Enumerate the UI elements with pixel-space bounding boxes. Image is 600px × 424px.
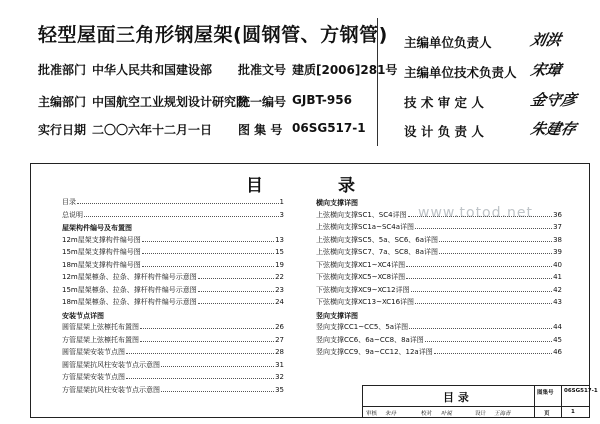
- toc-entry-label: 15m屋架支撑构件编号图: [62, 248, 141, 256]
- signature-chief-editor: 刘洪: [528, 31, 563, 49]
- document-title: 轻型屋面三角形钢屋架(圆钢管、方钢管): [38, 24, 388, 46]
- toc-entry-label: 18m屋架支撑构件编号图: [62, 260, 141, 269]
- title-block-top-row: [363, 386, 589, 407]
- toc-entry-label: 下弦横向支撑XC13~XC16详图: [316, 298, 415, 306]
- toc-entry-label: 竖向支撑CC6、6a~CC8、8a详图: [316, 335, 424, 344]
- toc-entry[interactable]: [316, 248, 562, 256]
- toc-entry[interactable]: [316, 236, 562, 244]
- title-block-atlas-label: 图集号: [537, 390, 554, 396]
- toc-entry-label: 下弦横向支撑XC1~XC4详图: [316, 260, 406, 269]
- toc-entry-page: 1: [279, 198, 284, 206]
- toc-entry-label: 圆管屋架安装节点图: [62, 348, 125, 356]
- toc-leader-dots: [198, 278, 274, 279]
- toc-entry-page: 27: [275, 335, 284, 344]
- toc-entry-label: 竖向支撑CC1~CC5、5a详图: [316, 323, 409, 331]
- toc-section-heading: 竖向支撑详图: [316, 311, 358, 320]
- toc-entry-label: 圆管屋架上弦檩托布置图: [62, 323, 139, 331]
- toc-entry-page: 13: [275, 235, 284, 244]
- toc-leader-dots: [126, 378, 274, 379]
- toc-entry[interactable]: [62, 336, 284, 344]
- toc-section-heading: 屋架构件编号及布置图: [62, 224, 132, 232]
- title-block-check-name: 叶锐: [441, 411, 453, 417]
- role-tech-chief: 主编单位技术负责人: [404, 65, 517, 80]
- role-chief-editor: 主编单位负责人: [404, 35, 492, 50]
- signature-design-lead: 朱建存: [528, 120, 578, 138]
- toc-entry-page: 39: [553, 248, 562, 256]
- title-block-check-label: 校对: [421, 411, 433, 417]
- toc-entry-label: 18m屋架檩条、拉条、撑杆构件编号示意图: [62, 298, 197, 306]
- title-block-divider: [561, 386, 562, 417]
- toc-entry[interactable]: [62, 348, 284, 356]
- toc-entry[interactable]: [62, 248, 284, 256]
- unified-no: GJBT-956: [292, 93, 352, 107]
- title-block-title: 目 录: [443, 391, 469, 404]
- title-block: [362, 385, 598, 418]
- toc-entry-label: 15m屋架檩条、拉条、撑杆构件编号示意图: [62, 285, 197, 294]
- toc-entry-page: 37: [553, 223, 562, 231]
- atlas-no: 06SG517-1: [292, 121, 366, 135]
- toc-leader-dots: [439, 253, 552, 254]
- toc-leader-dots: [126, 353, 274, 354]
- toc-entry[interactable]: [62, 361, 284, 369]
- title-block-review-label: 审核: [366, 411, 378, 417]
- title-block-atlas-value: 06SG517-1: [564, 388, 598, 394]
- toc-leader-dots: [142, 266, 274, 267]
- toc-entry[interactable]: [62, 236, 284, 244]
- toc-leader-dots: [198, 303, 274, 304]
- atlas-no-label: 图 集 号: [238, 123, 283, 137]
- toc-entry[interactable]: [316, 261, 562, 269]
- role-reviewer: 技 术 审 定 人: [404, 95, 484, 110]
- toc-entry-page: 43: [553, 298, 562, 306]
- title-block-review-name: 朱丹: [385, 411, 397, 417]
- toc-leader-dots: [409, 328, 552, 329]
- toc-entry-label: 12m屋架檩条、拉条、撑杆构件编号示意图: [62, 273, 197, 281]
- role-design-lead: 设 计 负 责 人: [404, 124, 484, 139]
- toc-leader-dots: [140, 328, 274, 329]
- toc-leader-dots: [406, 266, 552, 267]
- approval-dept: 中华人民共和国建设部: [92, 63, 213, 77]
- signature-reviewer: 金守彦: [528, 91, 578, 109]
- toc-entry[interactable]: [316, 286, 562, 294]
- toc-entry[interactable]: [316, 323, 562, 331]
- effective-label: 实行日期: [38, 123, 87, 137]
- toc-entry-label: 竖向支撑CC9、9a~CC12、12a详图: [316, 348, 433, 356]
- editor-dept-label: 主编部门: [38, 95, 87, 109]
- toc-entry[interactable]: [62, 298, 284, 306]
- toc-leader-dots: [425, 341, 552, 342]
- toc-leader-dots: [142, 253, 274, 254]
- toc-entry-label: 上弦横向支撑SC1a~SC4a详图: [316, 223, 415, 231]
- unified-no-label: 统一编号: [238, 95, 287, 109]
- toc-entry-page: 19: [275, 260, 284, 269]
- editor-dept: 中国航空工业规划设计研究院: [92, 95, 249, 109]
- toc-entry-page: 28: [275, 348, 284, 356]
- toc-entry-page: 45: [553, 335, 562, 344]
- toc-leader-dots: [161, 391, 274, 392]
- toc-heading-left: 目: [246, 176, 263, 196]
- approval-doc-label: 批准文号: [238, 63, 287, 77]
- toc-entry-page: 46: [553, 348, 562, 356]
- toc-entry-label: 总说明: [62, 210, 83, 219]
- toc-leader-dots: [77, 203, 279, 204]
- toc-entry[interactable]: [62, 386, 284, 394]
- toc-entry-page: 26: [275, 323, 284, 331]
- toc-leader-dots: [142, 241, 274, 242]
- title-block-divider: [534, 386, 535, 417]
- toc-entry-page: 40: [553, 260, 562, 269]
- toc-leader-dots: [140, 341, 274, 342]
- toc-leader-dots: [198, 291, 274, 292]
- toc-entry-page: 22: [275, 273, 284, 281]
- toc-entry[interactable]: [316, 298, 562, 306]
- toc-entry-page: 31: [275, 360, 284, 369]
- toc-entry-label: 上弦横向支撑SC1、SC4详图: [316, 210, 407, 219]
- approval-dept-label: 批准部门: [38, 63, 87, 77]
- toc-entry[interactable]: [62, 211, 284, 219]
- effective-date: 二〇〇六年十二月一日: [92, 123, 213, 137]
- toc-entry[interactable]: [62, 373, 284, 381]
- toc-leader-dots: [406, 278, 552, 279]
- toc-entry[interactable]: [62, 273, 284, 281]
- header-divider: [377, 18, 378, 146]
- toc-leader-dots: [415, 228, 552, 229]
- title-block-page-value: 1: [571, 409, 575, 415]
- toc-leader-dots: [415, 303, 552, 304]
- toc-entry[interactable]: [62, 286, 284, 294]
- toc-entry[interactable]: [316, 211, 562, 219]
- toc-entry[interactable]: [316, 223, 562, 231]
- toc-entry-page: 23: [275, 285, 284, 294]
- toc-leader-dots: [84, 216, 279, 217]
- toc-entry-page: 44: [553, 323, 562, 331]
- toc-entry-label: 方管屋架抗风柱安装节点示意图: [62, 385, 160, 394]
- toc-entry-page: 35: [275, 385, 284, 394]
- toc-entry-page: 24: [275, 298, 284, 306]
- toc-entry[interactable]: [62, 323, 284, 331]
- toc-leader-dots: [439, 241, 552, 242]
- toc-entry-page: 3: [279, 210, 284, 219]
- toc-entry-label: 圆管屋架抗风柱安装节点示意图: [62, 360, 160, 369]
- toc-entry-label: 上弦横向支撑SC5、5a、SC6、6a详图: [316, 235, 439, 244]
- toc-entry[interactable]: [316, 336, 562, 344]
- toc-entry-page: 32: [275, 373, 284, 381]
- watermark: www.totod.net: [418, 205, 533, 221]
- toc-leader-dots: [161, 366, 274, 367]
- toc-entry-page: 38: [553, 235, 562, 244]
- title-block-page-label: 页: [544, 411, 550, 417]
- toc-entry-page: 42: [553, 285, 562, 294]
- toc-entry-label: 方管屋架安装节点图: [62, 373, 125, 381]
- toc-entry-page: 15: [275, 248, 284, 256]
- title-block-design-label: 设计: [475, 411, 487, 417]
- toc-entry-label: 方管屋架上弦檩托布置图: [62, 335, 139, 344]
- approval-doc: 建质[2006]281号: [292, 63, 398, 77]
- title-block-design-name: 王海青: [494, 411, 511, 417]
- toc-entry-label: 下弦横向支撑XC9~XC12详图: [316, 285, 410, 294]
- toc-section-heading: 横向支撑详图: [316, 199, 358, 207]
- toc-entry[interactable]: [316, 273, 562, 281]
- toc-leader-dots: [408, 216, 553, 217]
- toc-entry-page: 41: [553, 273, 562, 281]
- toc-section-heading: 安装节点详图: [62, 311, 104, 320]
- toc-heading-right: 录: [338, 176, 355, 196]
- toc-entry-label: 目录: [62, 198, 76, 206]
- toc-entry-label: 12m屋架支撑构件编号图: [62, 235, 141, 244]
- signature-tech-chief: 宋璋: [528, 61, 563, 79]
- toc-entry-label: 上弦横向支撑SC7、7a、SC8、8a详图: [316, 248, 439, 256]
- toc-entry[interactable]: [62, 198, 284, 206]
- toc-leader-dots: [434, 353, 552, 354]
- toc-entry-label: 下弦横向支撑XC5~XC8详图: [316, 273, 406, 281]
- toc-entry[interactable]: [316, 348, 562, 356]
- toc-entry[interactable]: [62, 261, 284, 269]
- toc-entry-page: 36: [553, 210, 562, 219]
- toc-leader-dots: [411, 291, 553, 292]
